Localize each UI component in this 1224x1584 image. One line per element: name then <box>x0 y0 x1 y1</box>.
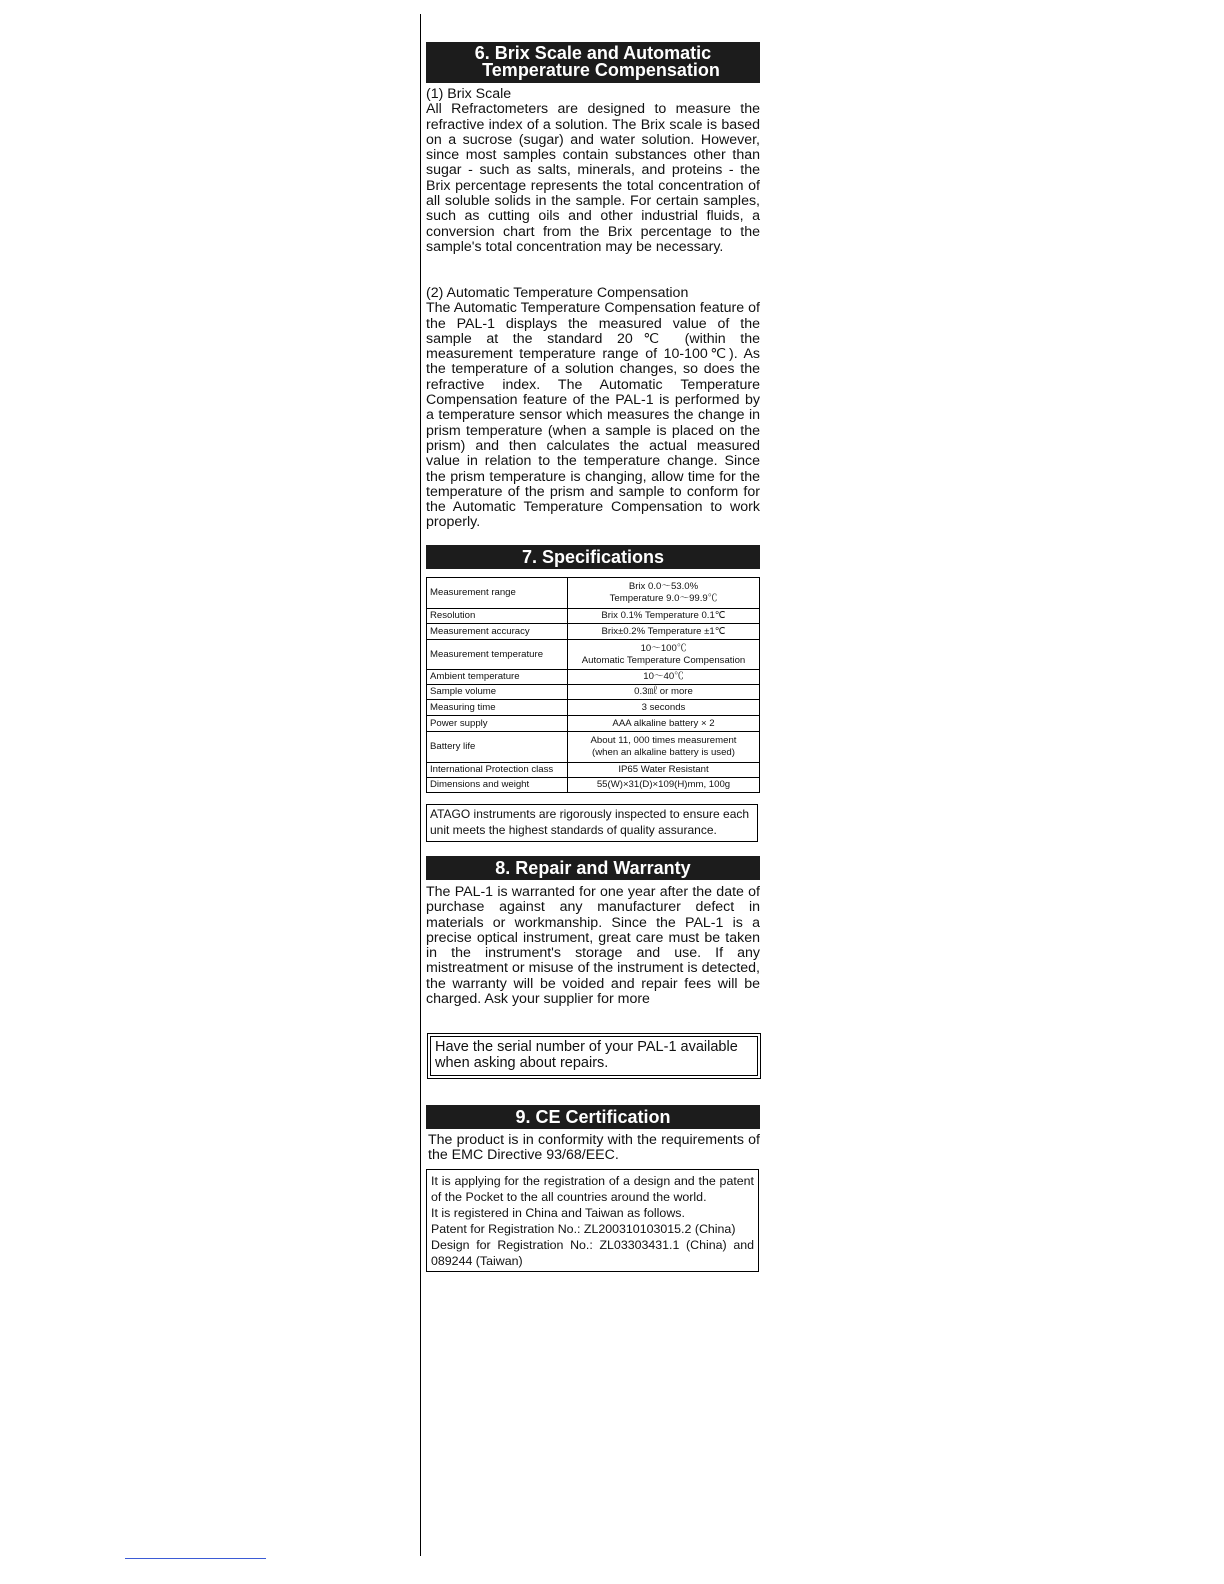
section6-content <box>426 87 760 255</box>
table-row <box>427 685 760 700</box>
spec-label: Ambient temperature <box>427 670 568 685</box>
ce-content <box>428 1133 760 1164</box>
table-row <box>427 732 760 763</box>
spec-label: Measurement accuracy <box>427 624 568 640</box>
table-row <box>427 778 760 793</box>
section7-heading: 7. Specifications <box>426 545 760 569</box>
spec-label: Measurement range <box>427 578 568 609</box>
patent-line: Patent for Registration No.: ZL200310103015.2 (China) <box>431 1222 736 1236</box>
spec-label: Battery life <box>427 732 568 763</box>
patent-line: It is registered in China and Taiwan as follows. <box>431 1206 685 1220</box>
section6-title-line1: 6. Brix Scale and Automatic <box>474 43 712 63</box>
spec-value: Brix 0.0～53.0% Temperature 9.0～99.9℃ <box>568 578 760 609</box>
spec-value: 10～40℃ <box>568 670 760 685</box>
spec-value: AAA alkaline battery × 2 <box>568 716 760 732</box>
patent-line: It is applying for the registration of a design and the patent of the Pocket to the all countries around the world. <box>431 1174 754 1204</box>
spec-value: 3 seconds <box>568 700 760 716</box>
spec-value: 0.3㎖ or more <box>568 685 760 700</box>
section9-heading: 9. CE Certification <box>426 1105 760 1129</box>
table-row <box>427 624 760 640</box>
spec-label: Resolution <box>427 609 568 624</box>
section6-title-line2: Temperature Compensation <box>482 60 720 80</box>
serial-number-box <box>427 1033 761 1079</box>
specifications-table <box>426 577 760 793</box>
atc-content <box>426 286 760 531</box>
quality-note-box: ATAGO instruments are rigorously inspected to ensure each unit meets the highest standards of quality assurance. <box>426 804 758 842</box>
spec-label: Sample volume <box>427 685 568 700</box>
spec-value: Brix 0.1% Temperature 0.1℃ <box>568 609 760 624</box>
patent-line: Design for Registration No.: ZL03303431.1 (China) and 089244 (Taiwan) <box>431 1238 754 1268</box>
spec-value: Brix±0.2% Temperature ±1℃ <box>568 624 760 640</box>
table-row <box>427 578 760 609</box>
spec-label: International Protection class <box>427 763 568 778</box>
page-divider-line <box>420 14 421 1556</box>
brix-scale-heading: (1) Brix Scale <box>426 86 512 102</box>
warranty-text: The PAL-1 is warranted for one year after the date of purchase against any manufacturer defect in materials or workmanship. Since the PAL-1 is a precise optical instrument, great care must be taken in the instrument's storage and use. If any mistreatment or misuse of the instrument is detected, the warranty will be voided and repair fees will be charged. Ask your supplier for more <box>426 885 760 1008</box>
section6-heading <box>426 42 760 83</box>
table-row <box>427 716 760 732</box>
section8-heading: 8. Repair and Warranty <box>426 856 760 880</box>
patent-box <box>426 1169 759 1272</box>
table-row <box>427 763 760 778</box>
spec-value: 55(W)×31(D)×109(H)mm, 100g <box>568 778 760 793</box>
atc-heading: (2) Automatic Temperature Compensation <box>426 285 689 301</box>
atc-text: The Automatic Temperature Compensation feature of the PAL-1 displays the measured value of the sample at the standard 20℃ (within the measurement temperature range of 10-100℃). As the temperature of a solution changes, so does the refractive index. The Automatic Temperature Compensation feature of the PAL-1 is performed by a temperature sensor which measures the change in prism temperature (when a sample is placed on the prism) and then calculates the actual measured value in relation to the temperature change. Since the prism temperature is changing, allow time for the temperature of the prism and sample to conform for the Automatic Temperature Compensation to work properly. <box>426 300 760 531</box>
spec-label: Measurement temperature <box>427 640 568 670</box>
table-row <box>427 640 760 670</box>
spec-label: Dimensions and weight <box>427 778 568 793</box>
footer-underline <box>125 1558 266 1559</box>
ce-text: The product is in conformity with the requirements of the EMC Directive 93/68/EEC. <box>428 1132 760 1164</box>
table-row <box>427 609 760 624</box>
spec-label: Power supply <box>427 716 568 732</box>
warranty-content <box>426 885 760 1009</box>
spec-label: Measuring time <box>427 700 568 716</box>
spec-value: 10～100℃ Automatic Temperature Compensation <box>568 640 760 670</box>
serial-number-text: Have the serial number of your PAL-1 available when asking about repairs. <box>430 1036 758 1076</box>
spec-value: IP65 Water Resistant <box>568 763 760 778</box>
table-row <box>427 670 760 685</box>
brix-scale-text: All Refractometers are designed to measure the refractive index of a solution. The Brix scale is based on a sucrose (sugar) and water solution. However, since most samples contain substances other than sugar - such as salts, minerals, and proteins - the Brix percentage represents the total concentration of all soluble solids in the sample. For certain samples, such as cutting oils and other industrial fluids, a conversion chart from the Brix percentage to the sample's total concentration may be necessary. <box>426 101 760 255</box>
spec-value: About 11, 000 times measurement (when an alkaline battery is used) <box>568 732 760 763</box>
table-row <box>427 700 760 716</box>
